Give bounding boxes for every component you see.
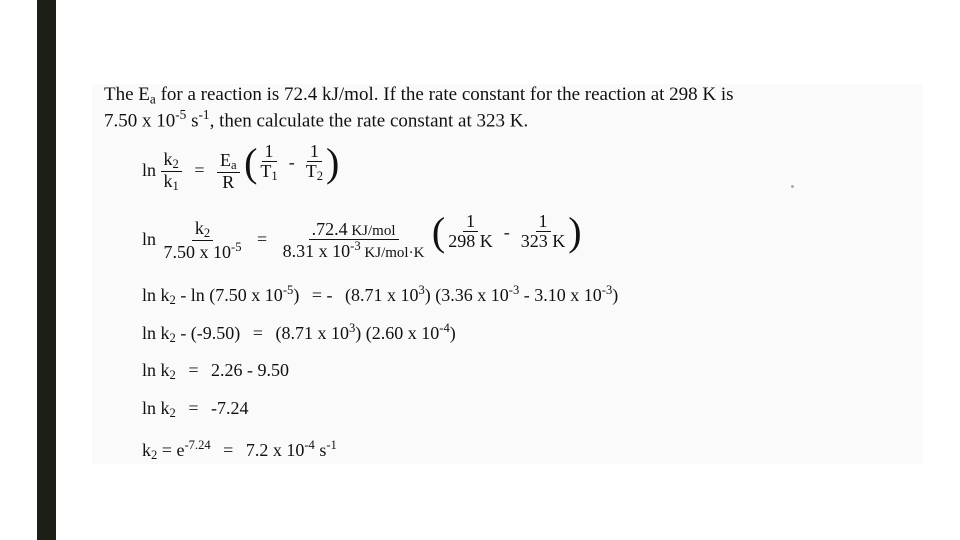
step-line-1: $\ln k_2$ - ln (7.50 x $10^{-5}$) = - (8.71 x $10^3$) (3.36 x $10^{-3} - 3.10$ x $10^{-3}$) [142,283,619,308]
k-ratio-fraction: $\frac{k_2}{k_1}$ [161,150,182,194]
step-line-4: $\ln k_2 = -7.24$ [142,398,249,421]
ea-over-r-values: $\frac{\text{.72.4 KJ/mol}}{8.31 x 10^{-3} KJ/mol\cdot K}$ [282,218,425,262]
slide-accent-bar [37,0,56,540]
arrhenius-equation: ln $\frac{k_2}{k_1}$ = $\frac{E_a}{R}$ ( $\frac{1}{T_1}$ - $\frac{1}{T_2}$ ) [142,139,340,194]
k2-over-k1-values: $\frac{k_2}{7.50 x 10^{-5}}$ [163,217,242,263]
step-line-2: $\ln k_2 - (-9.50) = (8.71$ x $10^3$) (2.60 x $10^{-4}$) [142,321,456,346]
ea-over-r-fraction: $\frac{E_a}{R}$ [217,151,240,193]
problem-line-1: The $E_a$ for a reaction is 72.4 kJ/mol. If the rate constant for the reaction at 298 K is [104,84,734,107]
problem-line-2: 7.50 x $10^{-5}$ $s^{-1}$, then calculate the rate constant at 323 K. [104,107,529,132]
scan-speck [791,185,794,188]
scanned-solution-image [92,84,923,464]
substituted-equation: ln $\frac{k_2}{7.50 x 10^{-5}}$ = $\frac{\text{.72.4 KJ/mol}}{8.31 x 10^{-3} KJ/mol\cdot K}$ ( $\frac{1}{298 K}$ - $\frac{1}{323 K}$ ) [142,209,582,263]
step-line-3: $\ln k_2 = 2.26 - 9.50$ [142,360,289,383]
final-answer: $k_2 = e^{-7.24} = 7.2$ x $10^{-4}$ $s^{-1}$ [142,438,337,463]
